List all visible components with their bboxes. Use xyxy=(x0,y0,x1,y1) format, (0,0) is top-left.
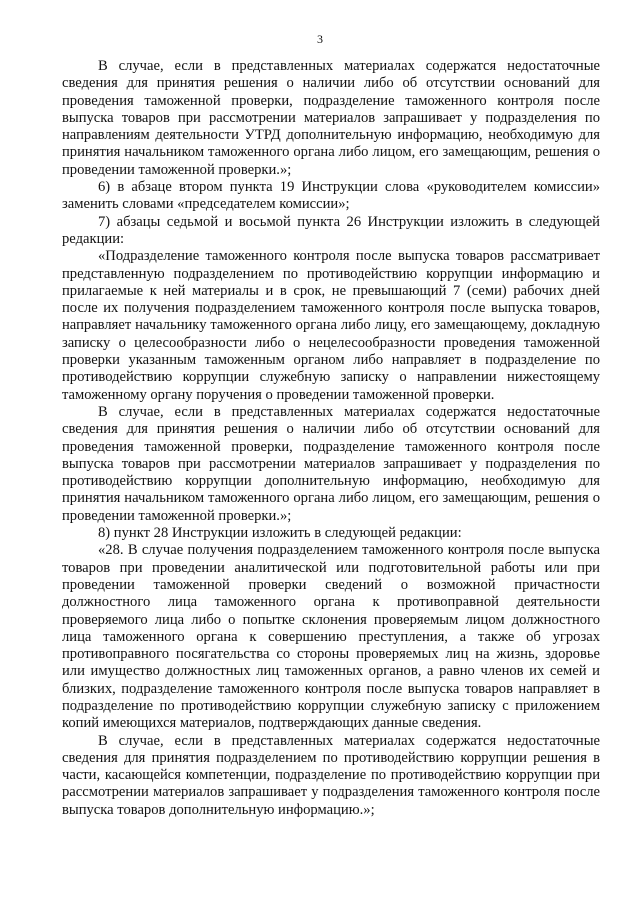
paragraph: «28. В случае получения подразделением таможенного контроля после выпуска товаров при проведении аналитической или подготовительной работы или при проведении таможенной проверки сведений о возможной причастности должностного лица таможенного органа к противоправной деятельности проверяемого лица либо о попытке склонения проверяемым лицом должностного лица таможенного органа к совершению преступления, а также об угрозах противоправного посягательства со стороны проверяемых лиц на жизнь, здоровье или имущество должностных лиц таможенных органов, а равно членов их семей и близких, подразделение таможенного контроля после выпуска товаров направляет в подразделение по противодействию коррупции служебную записку с приложением копий имеющихся материалов, подтверждающих данные сведения. xyxy=(62,542,600,732)
paragraph: 6) в абзаце втором пункта 19 Инструкции слова «руководителем комиссии» заменить словами «председателем комиссии»; xyxy=(62,179,600,213)
paragraph: В случае, если в представленных материалах содержатся недостаточные сведения для принятия решения о наличии либо об отсутствии оснований для проведения таможенной проверки, подразделение таможенного контроля после выпуска товаров при рассмотрении материалов запрашивает у подразделения по противодействию коррупции дополнительную информацию, необходимую для принятия начальником таможенного органа либо лицом, его замещающим, решения о проведении таможенной проверки.»; xyxy=(62,403,600,524)
paragraph: 7) абзацы седьмой и восьмой пункта 26 Инструкции изложить в следующей редакции: xyxy=(62,213,600,247)
page-number: 3 xyxy=(317,32,323,46)
paragraph: В случае, если в представленных материалах содержатся недостаточные сведения для принятия подразделением по противодействию коррупции решения в части, касающейся компетенции, подразделение по противодействию коррупции при рассмотрении материалов запрашивает у подразделения таможенного контроля после выпуска товаров дополнительную информацию.»; xyxy=(62,732,600,818)
document-body xyxy=(62,58,600,819)
paragraph: «Подразделение таможенного контроля после выпуска товаров рассматривает представленную подразделением по противодействию коррупции информацию и прилагаемые к ней материалы и в срок, не превышающий 7 (семи) рабочих дней после их получения подразделением таможенного контроля после выпуска товаров, направляет начальнику таможенного органа либо лицу, его замещающему, докладную записку о целесообразности либо о нецелесообразности проведения таможенной проверки указанным таможенным органом либо направляет в подразделение по противодействию коррупции служебную записку о направлении нижестоящему таможенному органу поручения о проведении таможенной проверки. xyxy=(62,248,600,403)
paragraph: 8) пункт 28 Инструкции изложить в следующей редакции: xyxy=(98,525,462,542)
paragraph: В случае, если в представленных материалах содержатся недостаточные сведения для принятия решения о наличии либо об отсутствии оснований для проведения таможенной проверки, подразделение таможенного контроля после выпуска товаров при рассмотрении материалов запрашивает у подразделения по направлениям деятельности УТРД дополнительную информацию, необходимую для принятия начальником таможенного органа либо лицом, его замещающим, решения о проведении таможенной проверки.»; xyxy=(62,58,600,178)
